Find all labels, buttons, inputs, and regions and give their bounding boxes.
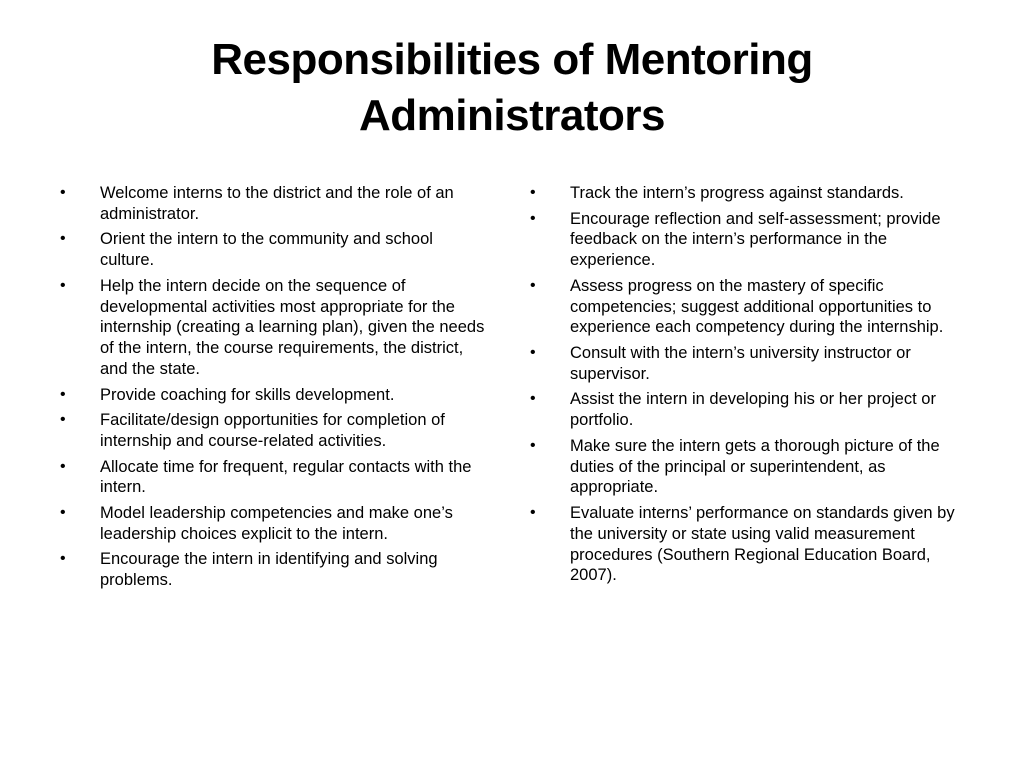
bullet-icon: •	[530, 390, 536, 408]
bullet-text: Welcome interns to the district and the role of an administrator.	[100, 184, 454, 223]
bullet-text: Allocate time for frequent, regular contacts with the intern.	[100, 457, 472, 497]
list-item	[528, 209, 968, 271]
list-item	[528, 183, 968, 204]
list-item	[58, 276, 490, 380]
bullet-icon: •	[60, 385, 66, 403]
bullet-icon: •	[60, 276, 66, 294]
list-item	[528, 436, 968, 498]
list-item	[528, 503, 968, 586]
bullet-text: Assist the intern in developing his or her project or portfolio.	[570, 390, 936, 430]
bullet-icon: •	[530, 276, 536, 294]
bullet-icon: •	[60, 411, 66, 429]
bullet-text: Help the intern decide on the sequence of developmental activities most appropriate for the internship (creating a learning plan), given the needs of the intern, the course requirements, the district, and the state.	[100, 276, 485, 378]
bullet-icon: •	[530, 436, 536, 454]
list-item	[58, 549, 490, 591]
list-item	[528, 389, 968, 431]
bullet-text: Orient the intern to the community and school culture.	[100, 230, 433, 270]
bullet-text: Assess progress on the mastery of specific competencies; suggest additional opportunities to experience each competency during the internship.	[570, 276, 944, 337]
list-item	[58, 457, 490, 499]
bullet-icon: •	[530, 209, 536, 227]
bullet-icon: •	[530, 343, 536, 361]
list-item	[58, 410, 490, 452]
bullet-icon: •	[530, 184, 536, 201]
slide-title	[80, 32, 944, 144]
bullet-icon: •	[60, 230, 66, 248]
bullet-icon: •	[530, 503, 536, 521]
left-bullet-list	[58, 183, 490, 596]
bullet-text: Model leadership competencies and make one’s leadership choices explicit to the intern.	[100, 503, 453, 543]
bullet-icon: •	[60, 184, 66, 201]
bullet-text: Encourage reflection and self-assessment; provide feedback on the intern’s performance in the experience.	[570, 209, 941, 270]
title-line-2: Administrators	[359, 91, 665, 140]
bullet-text: Encourage the intern in identifying and solving problems.	[100, 550, 438, 590]
list-item	[58, 503, 490, 545]
bullet-text: Consult with the intern’s university instructor or supervisor.	[570, 343, 911, 383]
bullet-text: Evaluate interns’ performance on standards given by the university or state using valid measurement procedures (Southern Regional Education Board, 2007).	[570, 503, 955, 585]
list-item	[58, 385, 490, 406]
bullet-text: Provide coaching for skills development.	[100, 385, 395, 404]
bullet-text: Track the intern’s progress against standards.	[570, 184, 904, 202]
title-line-1: Responsibilities of Mentoring	[211, 35, 813, 84]
list-item	[58, 183, 490, 225]
bullet-text: Make sure the intern gets a thorough picture of the duties of the principal or superintendent, as appropriate.	[570, 436, 940, 497]
list-item	[528, 276, 968, 338]
right-bullet-list	[528, 183, 968, 591]
bullet-icon: •	[60, 503, 66, 521]
list-item	[528, 343, 968, 385]
list-item	[58, 229, 490, 271]
bullet-icon: •	[60, 457, 66, 475]
bullet-text: Facilitate/design opportunities for completion of internship and course-related activities.	[100, 411, 445, 450]
bullet-icon: •	[60, 550, 66, 568]
